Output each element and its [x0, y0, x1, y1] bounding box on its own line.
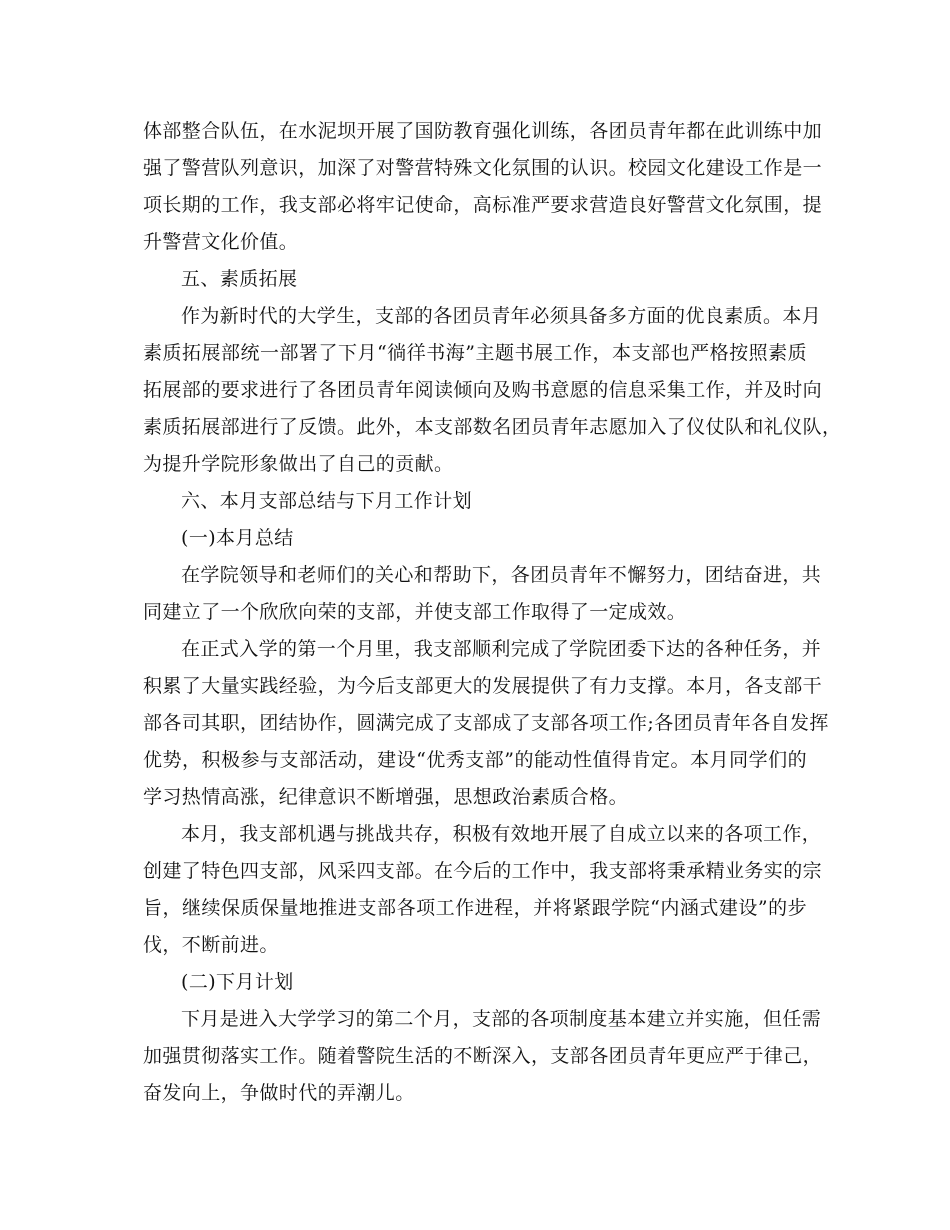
text-line: 体部整合队伍，在水泥坝开展了国防教育强化训练，各团员青年都在此训练中加: [143, 120, 823, 142]
text-line: 优势，积极参与支部活动，建设“优秀支部”的能动性值得肯定。本月同学们的: [143, 749, 807, 771]
text-line: 积累了大量实践经验，为今后支部更大的发展提供了有力支撑。本月，各支部干: [143, 675, 823, 697]
text-line: 同建立了一个欣欣向荣的支部，并使支部工作取得了一定成效。: [143, 601, 687, 623]
section-heading: 五、素质拓展: [181, 268, 298, 290]
text-line: 加强贯彻落实工作。随着警院生活的不断深入，支部各团员青年更应严于律己，: [143, 1045, 823, 1067]
text-line: 升警营文化价值。: [143, 231, 299, 253]
text-line: 学习热情高涨，纪律意识不断增强，思想政治素质合格。: [143, 786, 629, 808]
text-line: 部各司其职，团结协作，圆满完成了支部成了支部各项工作;各团员青年各自发挥: [143, 712, 829, 734]
text-line: 素质拓展部统一部署了下月“徜徉书海”主题书展工作，本支部也严格按照素质: [143, 342, 807, 364]
text-line: 伐，不断前进。: [143, 934, 279, 956]
text-line: 素质拓展部进行了反馈。此外，本支部数名团员青年志愿加入了仪仗队和礼仪队，: [143, 416, 842, 438]
text-line: 本月，我支部机遇与挑战共存，积极有效地开展了自成立以来的各项工作，: [181, 823, 822, 845]
section-heading: 六、本月支部总结与下月工作计划: [181, 490, 473, 512]
text-line: 作为新时代的大学生，支部的各团员青年必须具备多方面的优良素质。本月: [181, 305, 822, 327]
text-line: 在学院领导和老师们的关心和帮助下，各团员青年不懈努力，团结奋进，共: [181, 564, 822, 586]
text-line: 在正式入学的第一个月里，我支部顺利完成了学院团委下达的各种任务，并: [181, 638, 822, 660]
text-line: 旨，继续保质保量地推进支部各项工作进程，并将紧跟学院“内涵式建设”的步: [143, 897, 807, 919]
text-line: 拓展部的要求进行了各团员青年阅读倾向及购书意愿的信息采集工作，并及时向: [143, 379, 823, 401]
text-line: 项长期的工作，我支部必将牢记使命，高标准严要求营造良好警营文化氛围，提: [143, 194, 823, 216]
text-line: 奋发向上，争做时代的弄潮儿。: [143, 1082, 415, 1104]
subsection-heading: (一)本月总结: [181, 527, 294, 549]
text-line: 下月是进入大学学习的第二个月，支部的各项制度基本建立并实施，但任需: [181, 1008, 822, 1030]
text-line: 创建了特色四支部，风采四支部。在今后的工作中，我支部将秉承精业务实的宗: [143, 860, 823, 882]
document-body: [143, 113, 842, 1112]
text-line: 强了警营队列意识，加深了对警营特殊文化氛围的认识。校园文化建设工作是一: [143, 157, 823, 179]
text-line: 为提升学院形象做出了自己的贡献。: [143, 453, 454, 475]
subsection-heading: (二)下月计划: [181, 971, 294, 993]
